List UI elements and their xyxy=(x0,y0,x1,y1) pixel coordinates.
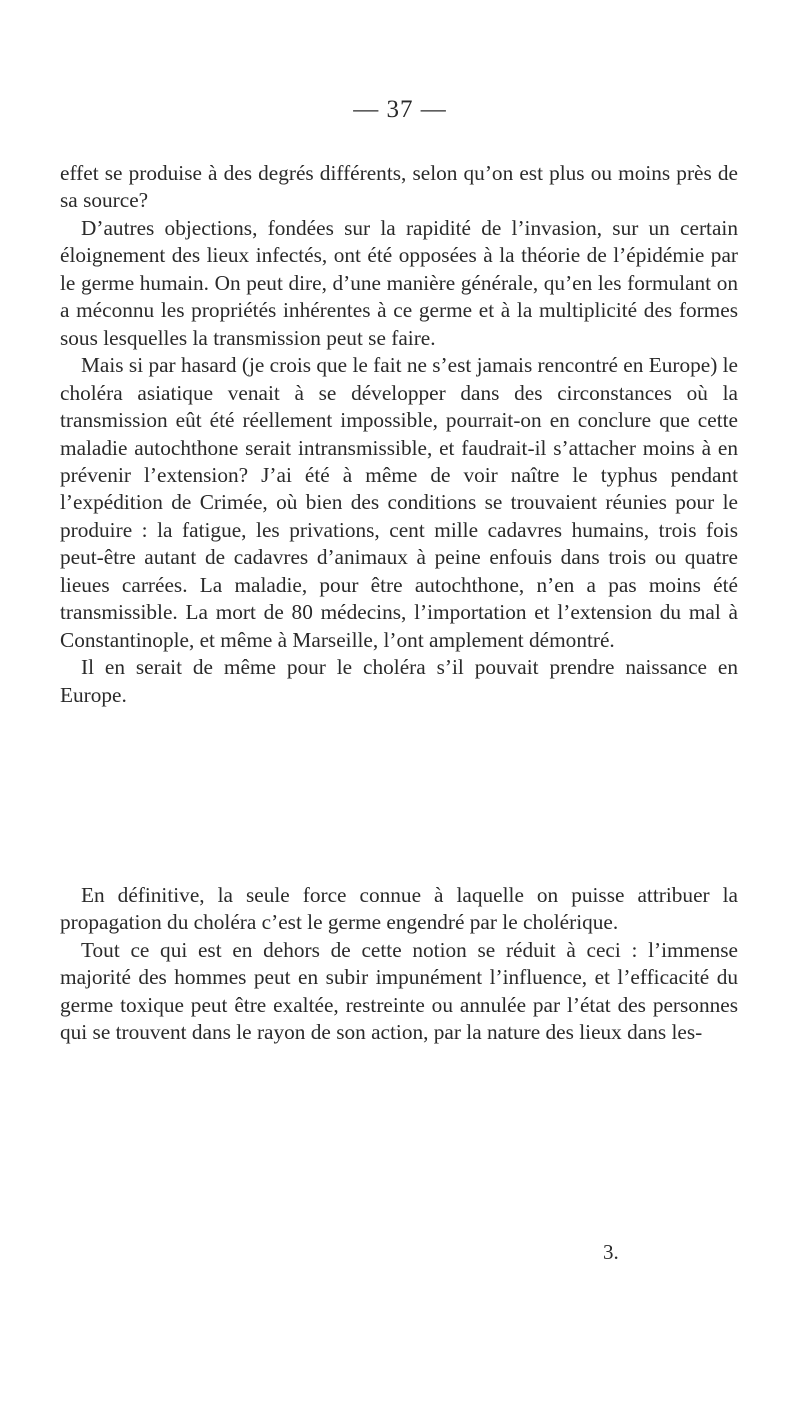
paragraph: effet se produise à des degrés différents, selon qu’on est plus ou moins près de sa source? xyxy=(60,161,738,213)
signature-mark: 3. xyxy=(603,1240,619,1264)
paragraph: D’autres objections, fondées sur la rapidité de l’invasion, sur un certain éloignement des lieux infectés, ont été opposées à la théorie de l’épidémie par le germe humain. On peut dire, d’une manière générale, qu’en les formulant on a méconnu les propriétés inhérentes à ce germe et à la multiplicité des formes sous lesquelles la transmission peut se faire. xyxy=(60,215,738,350)
paragraph: En définitive, la seule force connue à laquelle on puisse attribuer la propagation du choléra c’est le germe engendré par le cholérique. xyxy=(60,883,738,935)
paragraph: Tout ce qui est en dehors de cette notion se réduit à ceci : l’immense majorité des hommes peut en subir impunément l’influence, et l’efficacité du germe toxique peut être exaltée, restreinte ou annulée par l’état des personnes qui se trouvent dans le rayon de son action, par la nature des lieux dans les- xyxy=(60,937,738,1045)
text-section-2 xyxy=(60,882,738,1047)
page-number: — 37 — xyxy=(353,96,447,123)
paragraph: Il en serait de même pour le choléra s’il pouvait prendre naissance en Europe. xyxy=(60,655,738,707)
paragraph: Mais si par hasard (je crois que le fait ne s’est jamais rencontré en Europe) le choléra asiatique venait à se développer dans des circonstances où la transmission eût été réellement impossible, pourrait-on en conclure que cette maladie autochthone serait intransmissible, et faudrait-il s’attacher moins à en prévenir l’extension? J’ai été à même de voir naître le typhus pendant l’expédition de Crimée, où bien des conditions se trouvaient réunies pour le produire : la fatigue, les privations, cent mille cadavres humains, trois fois peut-être autant de cadavres d’animaux à peine enfouis dans trois ou quatre lieues carrées. La maladie, pour être autochthone, n’en a pas moins été transmissible. La mort de 80 médecins, l’importation et l’extension du mal à Constantinople, et même à Marseille, l’ont amplement démontré. xyxy=(60,353,738,652)
text-section-1 xyxy=(60,160,738,709)
